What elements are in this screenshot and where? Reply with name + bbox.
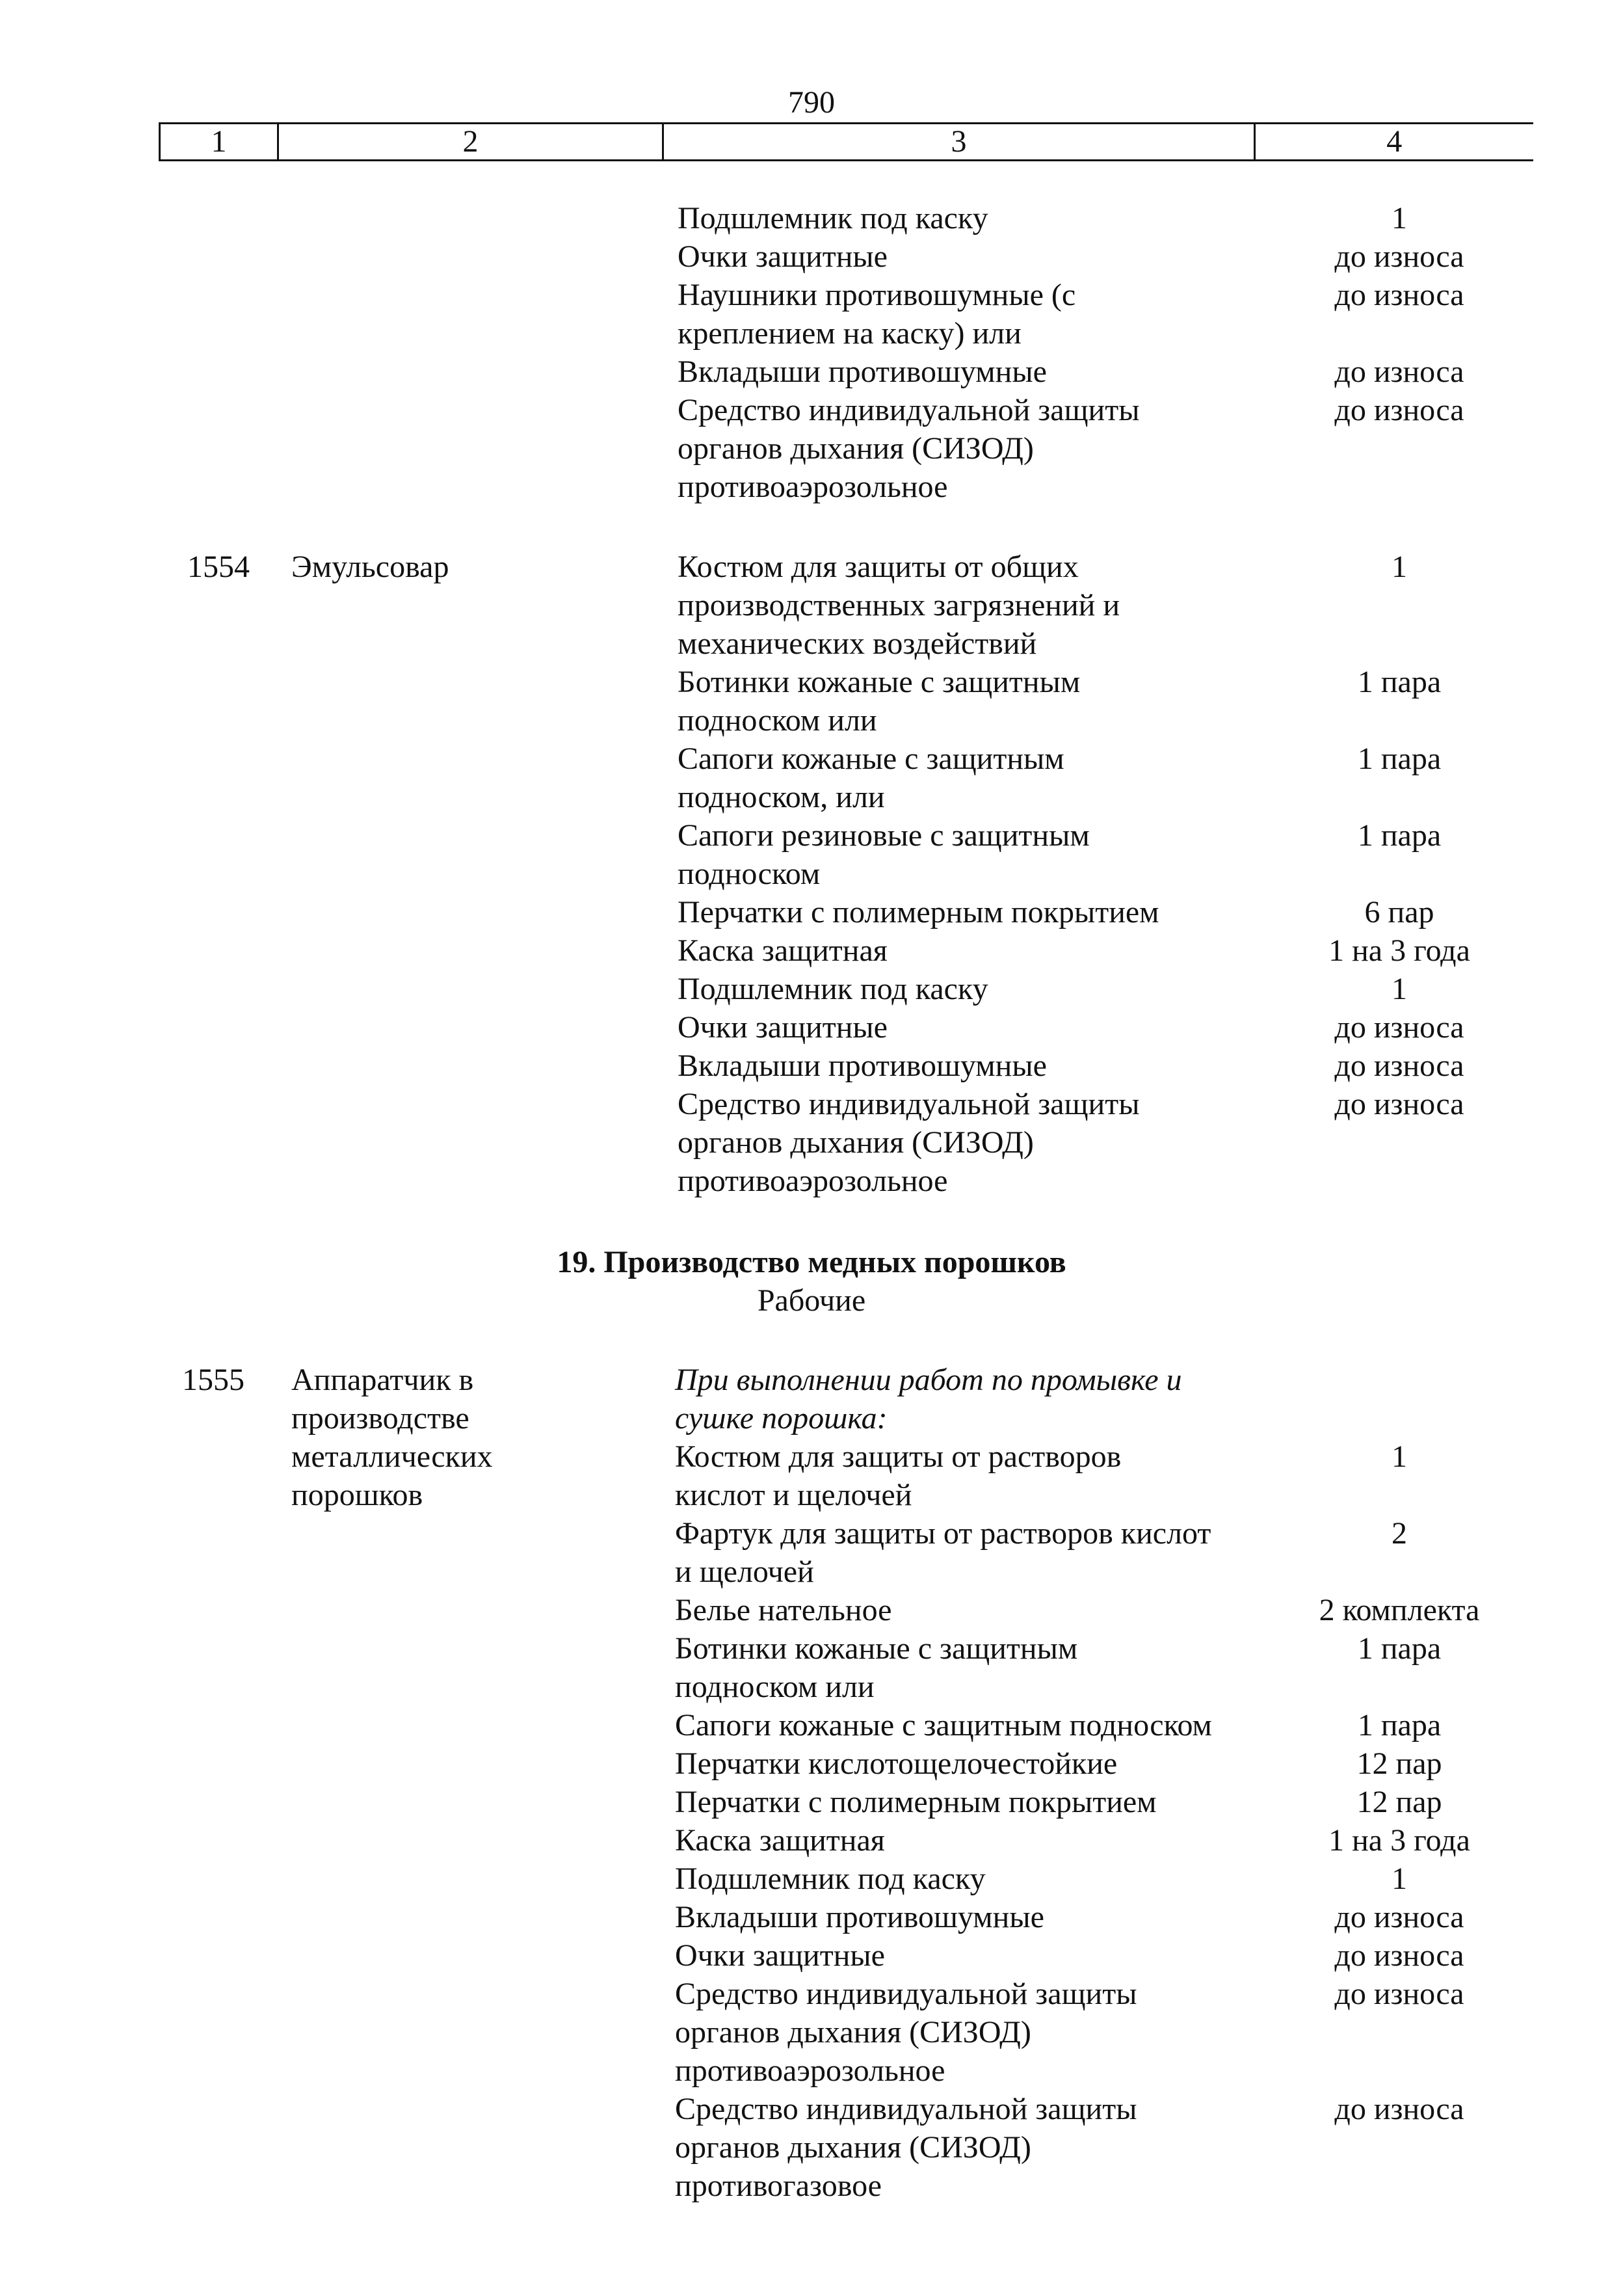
item-name: Вкладыши противошумные xyxy=(678,1048,1047,1083)
profession-line: производстве xyxy=(291,1401,469,1435)
item-name: подноском или xyxy=(678,703,877,738)
item-name: Сапоги кожаные с защитным подноском xyxy=(675,1708,1212,1742)
item-name: Белье нательное xyxy=(675,1593,892,1627)
item-name: Перчатки с полимерным покрытием xyxy=(678,895,1159,929)
item-name: Очки защитные xyxy=(678,239,888,274)
item-qty: до износа xyxy=(1334,1087,1464,1121)
item-name: Подшлемник под каску xyxy=(675,1862,986,1896)
column-header-3: 3 xyxy=(663,124,1255,161)
item-name: Каска защитная xyxy=(678,933,888,968)
item-name: Средство индивидуальной защиты xyxy=(678,393,1140,427)
column-header-4: 4 xyxy=(1255,124,1533,161)
item-name: органов дыхания (СИЗОД) xyxy=(675,2130,1031,2165)
item-qty: до износа xyxy=(1334,393,1464,427)
item-name: органов дыхания (СИЗОД) xyxy=(678,1125,1034,1160)
column-header-1: 1 xyxy=(160,124,278,161)
item-qty: 1 xyxy=(1392,1439,1407,1474)
item-qty: 1 xyxy=(1392,972,1407,1006)
item-name: Вкладыши противошумные xyxy=(675,1900,1044,1934)
section-subtitle: Рабочие xyxy=(757,1283,866,1318)
item-name: Ботинки кожаные с защитным xyxy=(678,665,1081,699)
item-name: Подшлемник под каску xyxy=(678,201,988,235)
item-name: противоаэрозольное xyxy=(678,1164,948,1198)
item-name: Средство индивидуальной защиты xyxy=(675,1977,1137,2011)
item-qty: до износа xyxy=(1334,1048,1464,1083)
item-qty: до износа xyxy=(1334,1010,1464,1045)
item-name: Средство индивидуальной защиты xyxy=(675,2092,1137,2126)
item-qty: 2 xyxy=(1392,1516,1407,1551)
item-qty: до износа xyxy=(1334,1900,1464,1934)
item-qty: 1 пара xyxy=(1357,665,1442,699)
item-name: Наушники противошумные (с xyxy=(678,278,1076,312)
item-name: противоаэрозольное xyxy=(678,470,948,504)
item-name: Очки защитные xyxy=(678,1010,888,1045)
item-name: органов дыхания (СИЗОД) xyxy=(678,431,1034,466)
item-qty: 2 комплекта xyxy=(1319,1593,1480,1627)
profession-line: Аппаратчик в xyxy=(291,1363,474,1397)
item-qty: 12 пар xyxy=(1356,1785,1442,1819)
column-header-2: 2 xyxy=(278,124,663,161)
item-name: органов дыхания (СИЗОД) xyxy=(675,2015,1031,2049)
profession-line: металлических xyxy=(291,1439,493,1474)
item-name: Подшлемник под каску xyxy=(678,972,988,1006)
item-name: подноском или xyxy=(675,1670,875,1704)
item-qty: 1 пара xyxy=(1357,818,1442,853)
item-name: производственных загрязнений и xyxy=(678,588,1120,622)
item-qty: 12 пар xyxy=(1356,1746,1442,1781)
item-qty: до износа xyxy=(1334,1977,1464,2011)
item-qty: 1 на 3 года xyxy=(1328,1823,1470,1858)
section-title: 19. Производство медных порошков xyxy=(557,1245,1066,1279)
item-name: Очки защитные xyxy=(675,1938,885,1973)
item-name: подноском, или xyxy=(678,780,885,814)
item-name: Перчатки кислотощелочестойкие xyxy=(675,1746,1118,1781)
column-header-table xyxy=(159,122,1533,161)
item-name: и щелочей xyxy=(675,1555,814,1589)
item-qty: до износа xyxy=(1334,1938,1464,1973)
item-qty: 1 xyxy=(1392,550,1407,584)
item-name: противоаэрозольное xyxy=(675,2053,945,2088)
item-name: кислот и щелочей xyxy=(675,1478,912,1512)
item-name: механических воздействий xyxy=(678,626,1037,661)
item-name: Фартук для защиты от растворов кислот xyxy=(675,1516,1211,1551)
item-name: Сапоги резиновые с защитным xyxy=(678,818,1090,853)
profession-line: порошков xyxy=(291,1478,423,1512)
item-qty: 1 на 3 года xyxy=(1328,933,1470,968)
entry-number: 1555 xyxy=(182,1363,244,1397)
item-qty: до износа xyxy=(1334,354,1464,389)
item-qty: 1 пара xyxy=(1357,741,1442,776)
item-qty: до износа xyxy=(1334,278,1464,312)
item-qty: до износа xyxy=(1334,2092,1464,2126)
item-qty: 1 пара xyxy=(1357,1631,1442,1666)
item-qty: до износа xyxy=(1334,239,1464,274)
item-name: Ботинки кожаные с защитным xyxy=(675,1631,1078,1666)
page-number: 790 xyxy=(788,85,835,120)
item-name: подноском xyxy=(678,857,821,891)
item-name: креплением на каску) или xyxy=(678,316,1022,351)
item-qty: 1 пара xyxy=(1357,1708,1442,1742)
item-qty: 6 пар xyxy=(1364,895,1434,929)
profession-name: Эмульсовар xyxy=(291,550,449,584)
item-qty: 1 xyxy=(1392,201,1407,235)
item-name: противогазовое xyxy=(675,2169,882,2203)
item-name: Перчатки с полимерным покрытием xyxy=(675,1785,1157,1819)
item-name: Костюм для защиты от растворов xyxy=(675,1439,1122,1474)
item-name: Костюм для защиты от общих xyxy=(678,550,1079,584)
work-condition-note: При выполнении работ по промывке и xyxy=(675,1363,1182,1397)
item-name: Сапоги кожаные с защитным xyxy=(678,741,1064,776)
item-name: Средство индивидуальной защиты xyxy=(678,1087,1140,1121)
item-name: Каска защитная xyxy=(675,1823,885,1858)
item-qty: 1 xyxy=(1392,1862,1407,1896)
item-name: Вкладыши противошумные xyxy=(678,354,1047,389)
work-condition-note: сушке порошка: xyxy=(675,1401,888,1435)
entry-number: 1554 xyxy=(187,550,250,584)
